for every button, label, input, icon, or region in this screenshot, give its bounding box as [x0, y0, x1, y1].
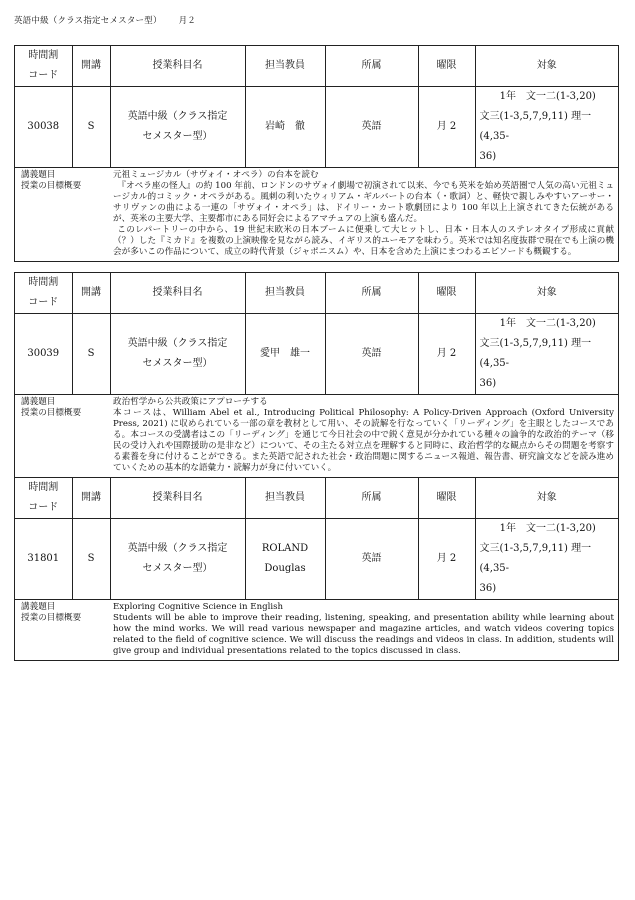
course-affiliation: 英語 [325, 314, 418, 395]
col-teacher: 担当教員 [245, 46, 325, 87]
course-subject-line1: 英語中級（クラス指定 [127, 111, 228, 122]
course-teacher-line1: ROLAND [261, 543, 309, 554]
description-body [113, 397, 614, 474]
col-code [15, 273, 72, 314]
label-overview: 授業の目標概要 [21, 181, 82, 191]
col-code-line2: コード [28, 297, 59, 308]
course-code: 30038 [15, 87, 72, 168]
label-overview: 授業の目標概要 [21, 613, 82, 623]
label-topic: 講義題目 [21, 602, 56, 612]
label-topic: 講義題目 [21, 170, 56, 180]
course-affiliation: 英語 [325, 519, 418, 600]
course-target-line3: 36) [479, 583, 497, 594]
course-teacher [245, 519, 325, 600]
course-overview-paragraph: 本コースは、William Abel et al., Introducing Political Philosophy: A Policy-Driven Approach (Oxford University Press, 2021) に収められている一部の章を教材として用い、その読解を行なっていく「リーディング」を主眼としたコースである。本コースの受講者はこの「リーディング」を通じて今日社会の中で鋭く意見が分かれている種々の論争的な政治的テーマ（移民の受け入れや国際援助の是非など）について、その主たる対立点を理解すると同時に、政治哲学的な観点からその問題を考察する素養を身に付けることができる。また英語で記された社会・政治問題に関するニュース報道、報告書、研究論文などを読み進めていくための基本的な語彙力・読解力が身に付いていく。 [113, 408, 614, 473]
description-labels [21, 397, 113, 474]
course-target-line2: 文三(1-3,5,7,9,11) 理一(4,35- [479, 338, 592, 369]
course-term: S [72, 87, 110, 168]
course-table [15, 46, 618, 168]
course-target-line1: 1年 文一二(1-3,20) [499, 318, 596, 329]
course-teacher-line1: 愛甲 雄一 [260, 348, 310, 359]
col-affiliation: 所属 [325, 46, 418, 87]
description-body [113, 602, 614, 657]
course-block [14, 272, 619, 478]
course-period: 月 2 [418, 314, 475, 395]
page-header-title: 英語中級（クラス指定セメスター型） [14, 16, 162, 26]
course-affiliation: 英語 [325, 87, 418, 168]
col-target: 対象 [475, 46, 618, 87]
course-target [475, 314, 618, 395]
label-topic: 講義題目 [21, 397, 56, 407]
course-subject-line2: セメスター型） [142, 563, 213, 574]
course-target-line3: 36) [479, 151, 497, 162]
course-term: S [72, 519, 110, 600]
col-term: 開講 [72, 273, 110, 314]
course-topic: Exploring Cognitive Science in English [113, 602, 284, 612]
course-description [15, 168, 618, 261]
course-period: 月 2 [418, 519, 475, 600]
data-row [15, 519, 618, 600]
col-code-line1: 時間割 [28, 482, 59, 493]
course-description [15, 600, 618, 660]
course-code: 31801 [15, 519, 72, 600]
data-row [15, 314, 618, 395]
course-block [14, 477, 619, 661]
course-subject-line2: セメスター型） [142, 358, 213, 369]
course-teacher-line1: 岩崎 徹 [265, 121, 305, 132]
col-code [15, 478, 72, 519]
course-subject [110, 314, 245, 395]
col-term: 開講 [72, 46, 110, 87]
col-period: 曜限 [418, 273, 475, 314]
course-teacher [245, 87, 325, 168]
course-block [14, 45, 619, 262]
col-period: 曜限 [418, 478, 475, 519]
col-term: 開講 [72, 478, 110, 519]
col-subject: 授業科目名 [110, 478, 245, 519]
course-target-line2: 文三(1-3,5,7,9,11) 理一(4,35- [479, 543, 592, 574]
course-subject [110, 519, 245, 600]
course-target [475, 519, 618, 600]
course-teacher-line2: Douglas [264, 563, 306, 574]
course-table [15, 478, 618, 600]
course-subject-line1: 英語中級（クラス指定 [127, 338, 228, 349]
description-body [113, 170, 614, 258]
course-description [15, 395, 618, 477]
col-code-line2: コード [28, 70, 59, 81]
col-code-line1: 時間割 [28, 50, 59, 61]
col-code-line1: 時間割 [28, 277, 59, 288]
course-teacher [245, 314, 325, 395]
header-row [15, 46, 618, 87]
description-labels [21, 170, 113, 258]
description-labels [21, 602, 113, 657]
course-overview-paragraph: Students will be able to improve their reading, listening, speaking, and presentation ability while learning about how the mind works. We will read various newspaper and magazine articles, and watch videos covering topics related to the field of cognitive science. We will discuss the readings and videos in class. In addition, students will give group and individual presentations related to the topics discussed in class. [113, 613, 614, 656]
course-target-line3: 36) [479, 378, 497, 389]
course-topic: 政治哲学から公共政策にアプローチする [113, 397, 268, 407]
col-code [15, 46, 72, 87]
header-row [15, 273, 618, 314]
course-code: 30039 [15, 314, 72, 395]
data-row [15, 87, 618, 168]
course-subject [110, 87, 245, 168]
course-overview-paragraph: 『オペラ座の怪人』の約 100 年前、ロンドンのサヴォイ劇場で初演されて以来、今でも英米を始め英語圏で人気の高い元祖ミュージカル的コミック・オペラがある。風刺の利いたウィリアム・ギルバートの台本（・歌詞）と、軽快で親しみやすいアーサー・サリヴァンの曲による一連の「サヴォイ・オペラ」は、ドイリー・カート歌劇団により 100 年以上上演されてきた伝統があるが、英米の主要大学、主要都市にある同好会によるアマチュアの上演も盛んだ。 [113, 181, 614, 224]
course-period: 月 2 [418, 87, 475, 168]
course-target [475, 87, 618, 168]
col-target: 対象 [475, 273, 618, 314]
course-target-line2: 文三(1-3,5,7,9,11) 理一(4,35- [479, 111, 592, 142]
header-row [15, 478, 618, 519]
course-target-line1: 1年 文一二(1-3,20) [499, 91, 596, 102]
col-affiliation: 所属 [325, 478, 418, 519]
page-header [14, 14, 196, 26]
col-period: 曜限 [418, 46, 475, 87]
col-teacher: 担当教員 [245, 478, 325, 519]
course-term: S [72, 314, 110, 395]
course-subject-line2: セメスター型） [142, 131, 213, 142]
label-overview: 授業の目標概要 [21, 408, 82, 418]
col-subject: 授業科目名 [110, 46, 245, 87]
course-subject-line1: 英語中級（クラス指定 [127, 543, 228, 554]
col-subject: 授業科目名 [110, 273, 245, 314]
course-target-line1: 1年 文一二(1-3,20) [499, 523, 596, 534]
col-teacher: 担当教員 [245, 273, 325, 314]
col-code-line2: コード [28, 502, 59, 513]
course-table [15, 273, 618, 395]
course-topic: 元祖ミュージカル（サヴォイ・オペラ）の台本を読む [113, 170, 319, 180]
course-overview-paragraph: このレパートリーの中から、19 世紀末欧米の日本ブームに便乗して大ヒットし、日本・日本人のステレオタイプ形成に貢献（？）した『ミカド』を複数の上演映像を見ながら読み、イギリス的ユーモアを味わう。英米では知名度抜群で現在でも上演の機会が多いこの作品について、成立の時代背景（ジャポニスム）や、日本を含めた上演にまつわるエピソードも概観する。 [113, 225, 614, 257]
col-affiliation: 所属 [325, 273, 418, 314]
col-target: 対象 [475, 478, 618, 519]
page-header-day: 月２ [178, 16, 196, 26]
